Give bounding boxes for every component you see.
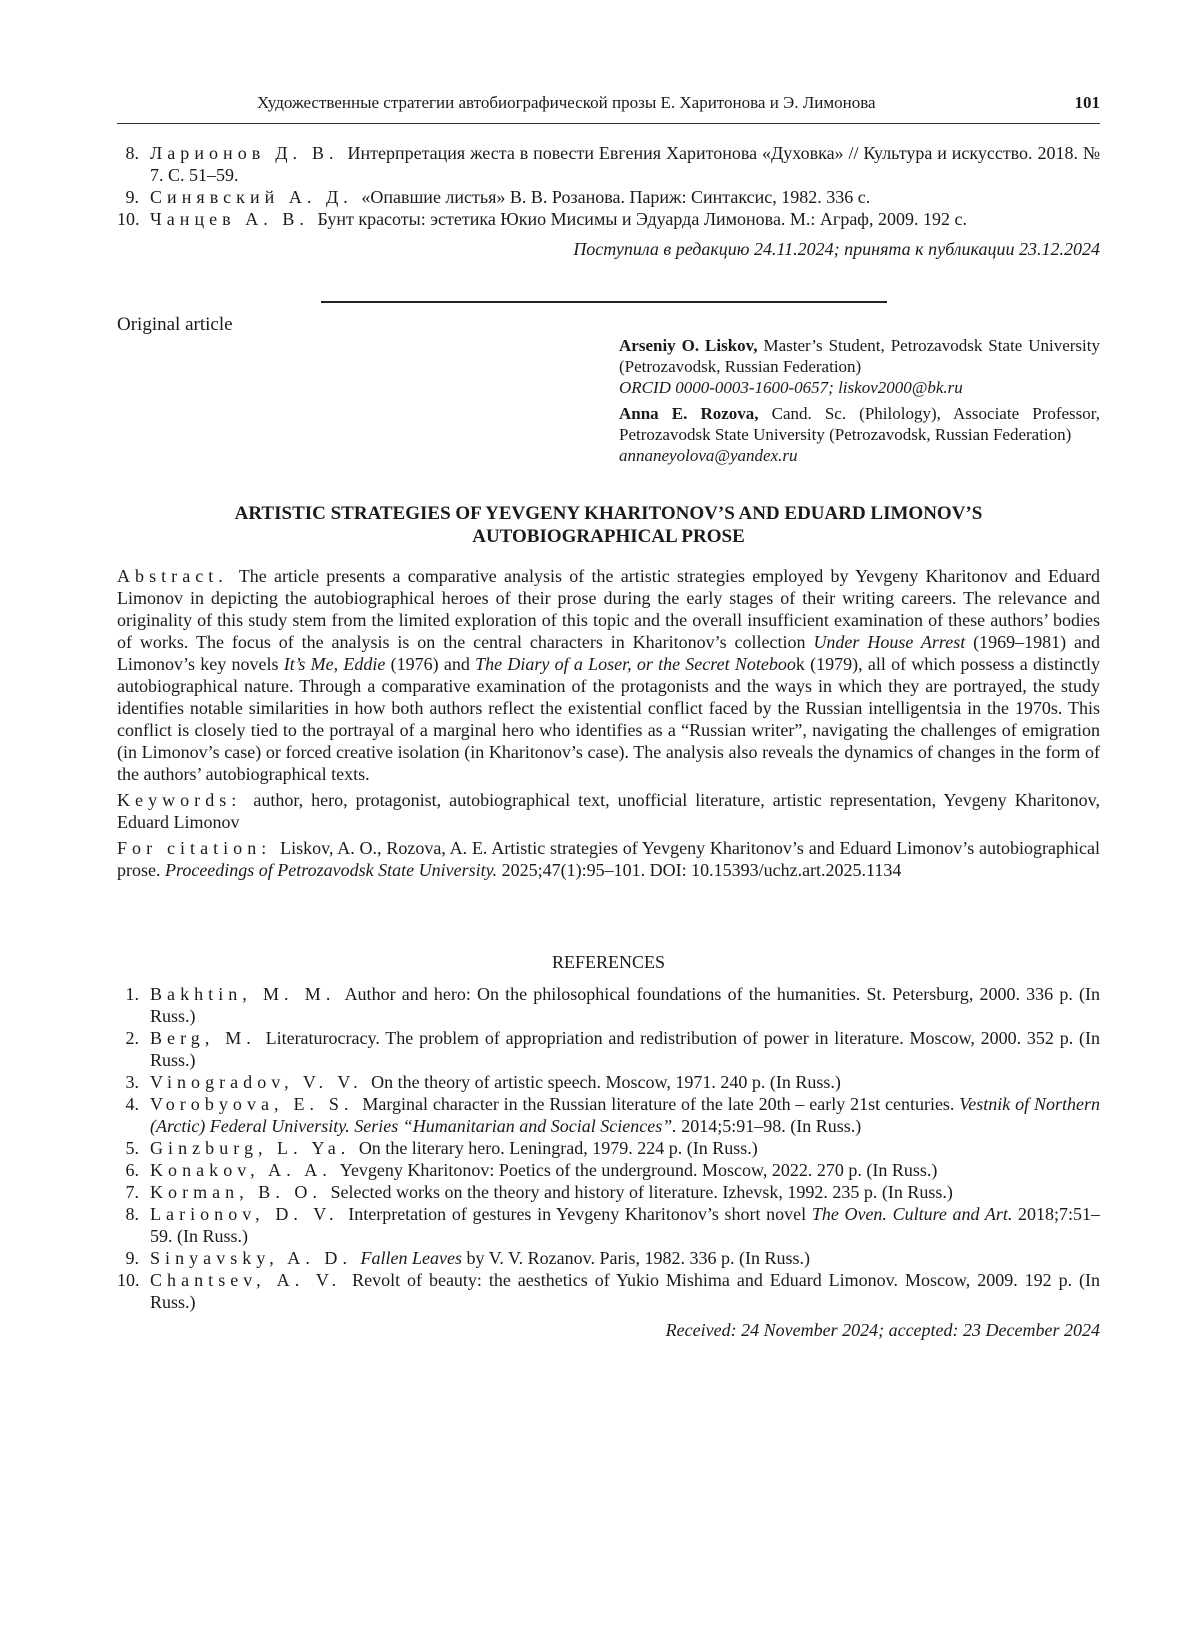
reference-item: 6. Konakov, A. A. Yevgeny Kharitonov: Poetics of the underground. Moscow, 2022. 270 p. (In Russ.): [125, 1160, 938, 1180]
reference-author: Korman, B. O.: [150, 1182, 323, 1202]
abstract-section: [117, 565, 1100, 885]
keywords-label: Keywords:: [117, 790, 242, 810]
running-header: [117, 92, 1100, 116]
reference-item: 8. Ларионов Д. В. Интерпретация жеста в повести Евгения Харитонова «Духовка» // Культура и искусство. 2018. № 7. С. 51–59.: [125, 143, 1101, 185]
section-divider: [321, 301, 887, 303]
reference-item: 1. Bakhtin, M. M. Author and hero: On the philosophical foundations of the humanities. St. Petersburg, 2000. 336 p. (In Russ.): [125, 984, 1100, 1026]
reference-item: 4. Vorobyova, E. S. Marginal character in the Russian literature of the late 20th – early 21st centuries. Vestnik of Northern (Arctic) Federal University. Series “Humanitarian and Social Sciences”. 2014;5:91–98. (In Russ.): [125, 1094, 1100, 1136]
reference-item: 5. Ginzburg, L. Ya. On the literary hero. Leningrad, 1979. 224 p. (In Russ.): [125, 1138, 758, 1158]
keywords-paragraph: Keywords: author, hero, protagonist, autobiographical text, unofficial literature, artistic representation, Yevgeny Kharitonov, Eduard Limonov: [117, 790, 1101, 832]
received-date-ru: Поступила в редакцию 24.11.2024; принята к публикации 23.12.2024: [573, 239, 1100, 259]
reference-item: 10. Chantsev, A. V. Revolt of beauty: the aesthetics of Yukio Mishima and Eduard Limonov. Moscow, 2009. 192 p. (In Russ.): [117, 1270, 1100, 1312]
reference-author: Синявский А. Д.: [150, 187, 353, 207]
reference-author: Bakhtin, M. M.: [150, 984, 336, 1004]
running-title: Художественные стратегии автобиографической прозы Е. Харитонова и Э. Лимонова: [257, 93, 876, 112]
author-block: Arseniy O. Liskov, Master’s Student, Petrozavodsk State University (Petrozavodsk, Russian Federation) ORCID 0000-0003-1600-0657; liskov2000@bk.ru: [619, 336, 1100, 397]
page-number: 101: [1074, 93, 1100, 112]
author-info: [619, 335, 1100, 471]
author-contact: annaneyolova@yandex.ru: [619, 446, 798, 465]
reference-author: Chantsev, A. V.: [150, 1270, 342, 1290]
citation-label: For citation:: [117, 838, 272, 858]
reference-author: Larionov, D. V.: [150, 1204, 339, 1224]
reference-item: 2. Berg, M. Literaturocracy. The problem of appropriation and redistribution of power in literature. Moscow, 2000. 352 p. (In Russ.): [125, 1028, 1100, 1070]
reference-author: Vinogradov, V. V.: [150, 1072, 363, 1092]
reference-author: Ginzburg, L. Ya.: [150, 1138, 351, 1158]
header-divider: [117, 123, 1100, 124]
article-type: Original article: [117, 314, 233, 335]
author-name: Anna E. Rozova,: [619, 404, 759, 423]
author-name: Arseniy O. Liskov,: [619, 336, 758, 355]
reference-item: 9. Синявский А. Д. «Опавшие листья» В. В. Розанова. Париж: Синтаксис, 1982. 336 с.: [125, 187, 871, 207]
author-block: Anna E. Rozova, Cand. Sc. (Philology), Associate Professor, Petrozavodsk State University (Petrozavodsk, Russian Federation) annaneyolova@yandex.ru: [619, 404, 1100, 465]
citation-paragraph: For citation: Liskov, A. O., Rozova, A. E. Artistic strategies of Yevgeny Kharitonov’s and Eduard Limonov’s autobiographical prose. Proceedings of Petrozavodsk State University. 2025;47(1):95–101. DOI: 10.15393/uchz.art.2025.1134: [117, 838, 1101, 880]
reference-author: Ларионов Д. В.: [150, 143, 339, 163]
abstract-paragraph: Abstract. The article presents a comparative analysis of the artistic strategies employed by Yevgeny Kharitonov and Eduard Limonov in depicting the autobiographical heroes of their prose during the early stages of their writing careers. The relevance and originality of this study stem from the limited exploration of this topic and the overall insufficient examination of these authors’ bodies of works. The focus of the analysis is on the central characters in Kharitonov’s collection Under House Arrest (1969–1981) and Limonov’s key novels It’s Me, Eddie (1976) and The Diary of a Loser, or the Secret Notebook (1979), all of which possess a distinctly autobiographical nature. Through a comparative examination of the protagonists and the ways in which they are portrayed, the study identifies notable similarities in how both authors reflect the existential conflict faced by the Russian intelligentsia in the 1970s. This conflict is closely tied to the portrayal of a marginal hero who identifies as a “Russian writer”, navigating the challenges of emigration (in Limonov’s case) or forced creative isolation (in Kharitonov’s case). The analysis also reveals the dynamics of changes in the form of the authors’ autobiographical texts.: [117, 566, 1101, 784]
abstract-label: Abstract.: [117, 566, 228, 586]
references-heading: REFERENCES: [551, 952, 666, 972]
author-contact: ORCID 0000-0003-1600-0657; liskov2000@bk.ru: [619, 378, 963, 397]
reference-author: Чанцев А. В.: [150, 209, 309, 229]
reference-item: 3. Vinogradov, V. V. On the theory of artistic speech. Moscow, 1971. 240 p. (In Russ.): [125, 1072, 841, 1092]
russian-references-list: [117, 142, 1100, 230]
reference-item: 10. Чанцев А. В. Бунт красоты: эстетика Юкио Мисимы и Эдуарда Лимонова. М.: Аграф, 2009. 192 с.: [117, 209, 967, 229]
received-date-en: Received: 24 November 2024; accepted: 23 December 2024: [665, 1320, 1100, 1340]
reference-author: Konakov, A. A.: [150, 1160, 332, 1180]
reference-item: 9. Sinyavsky, A. D. Fallen Leaves by V. V. Rozanov. Paris, 1982. 336 p. (In Russ.): [125, 1248, 810, 1268]
english-references-list: [117, 983, 1100, 1313]
reference-item: 7. Korman, B. O. Selected works on the theory and history of literature. Izhevsk, 1992. 235 p. (In Russ.): [125, 1182, 953, 1202]
reference-author: Berg, M.: [150, 1028, 256, 1048]
reference-author: Sinyavsky, A. D.: [150, 1248, 352, 1268]
reference-item: 8. Larionov, D. V. Interpretation of gestures in Yevgeny Kharitonov’s short novel The Oven. Culture and Art. 2018;7:51–59. (In Russ.): [125, 1204, 1101, 1246]
reference-author: Vorobyova, E. S.: [150, 1094, 354, 1114]
article-title: ARTISTIC STRATEGIES OF YEVGENY KHARITONOV’S AND EDUARD LIMONOV’S AUTOBIOGRAPHICAL PROSE: [234, 503, 983, 547]
